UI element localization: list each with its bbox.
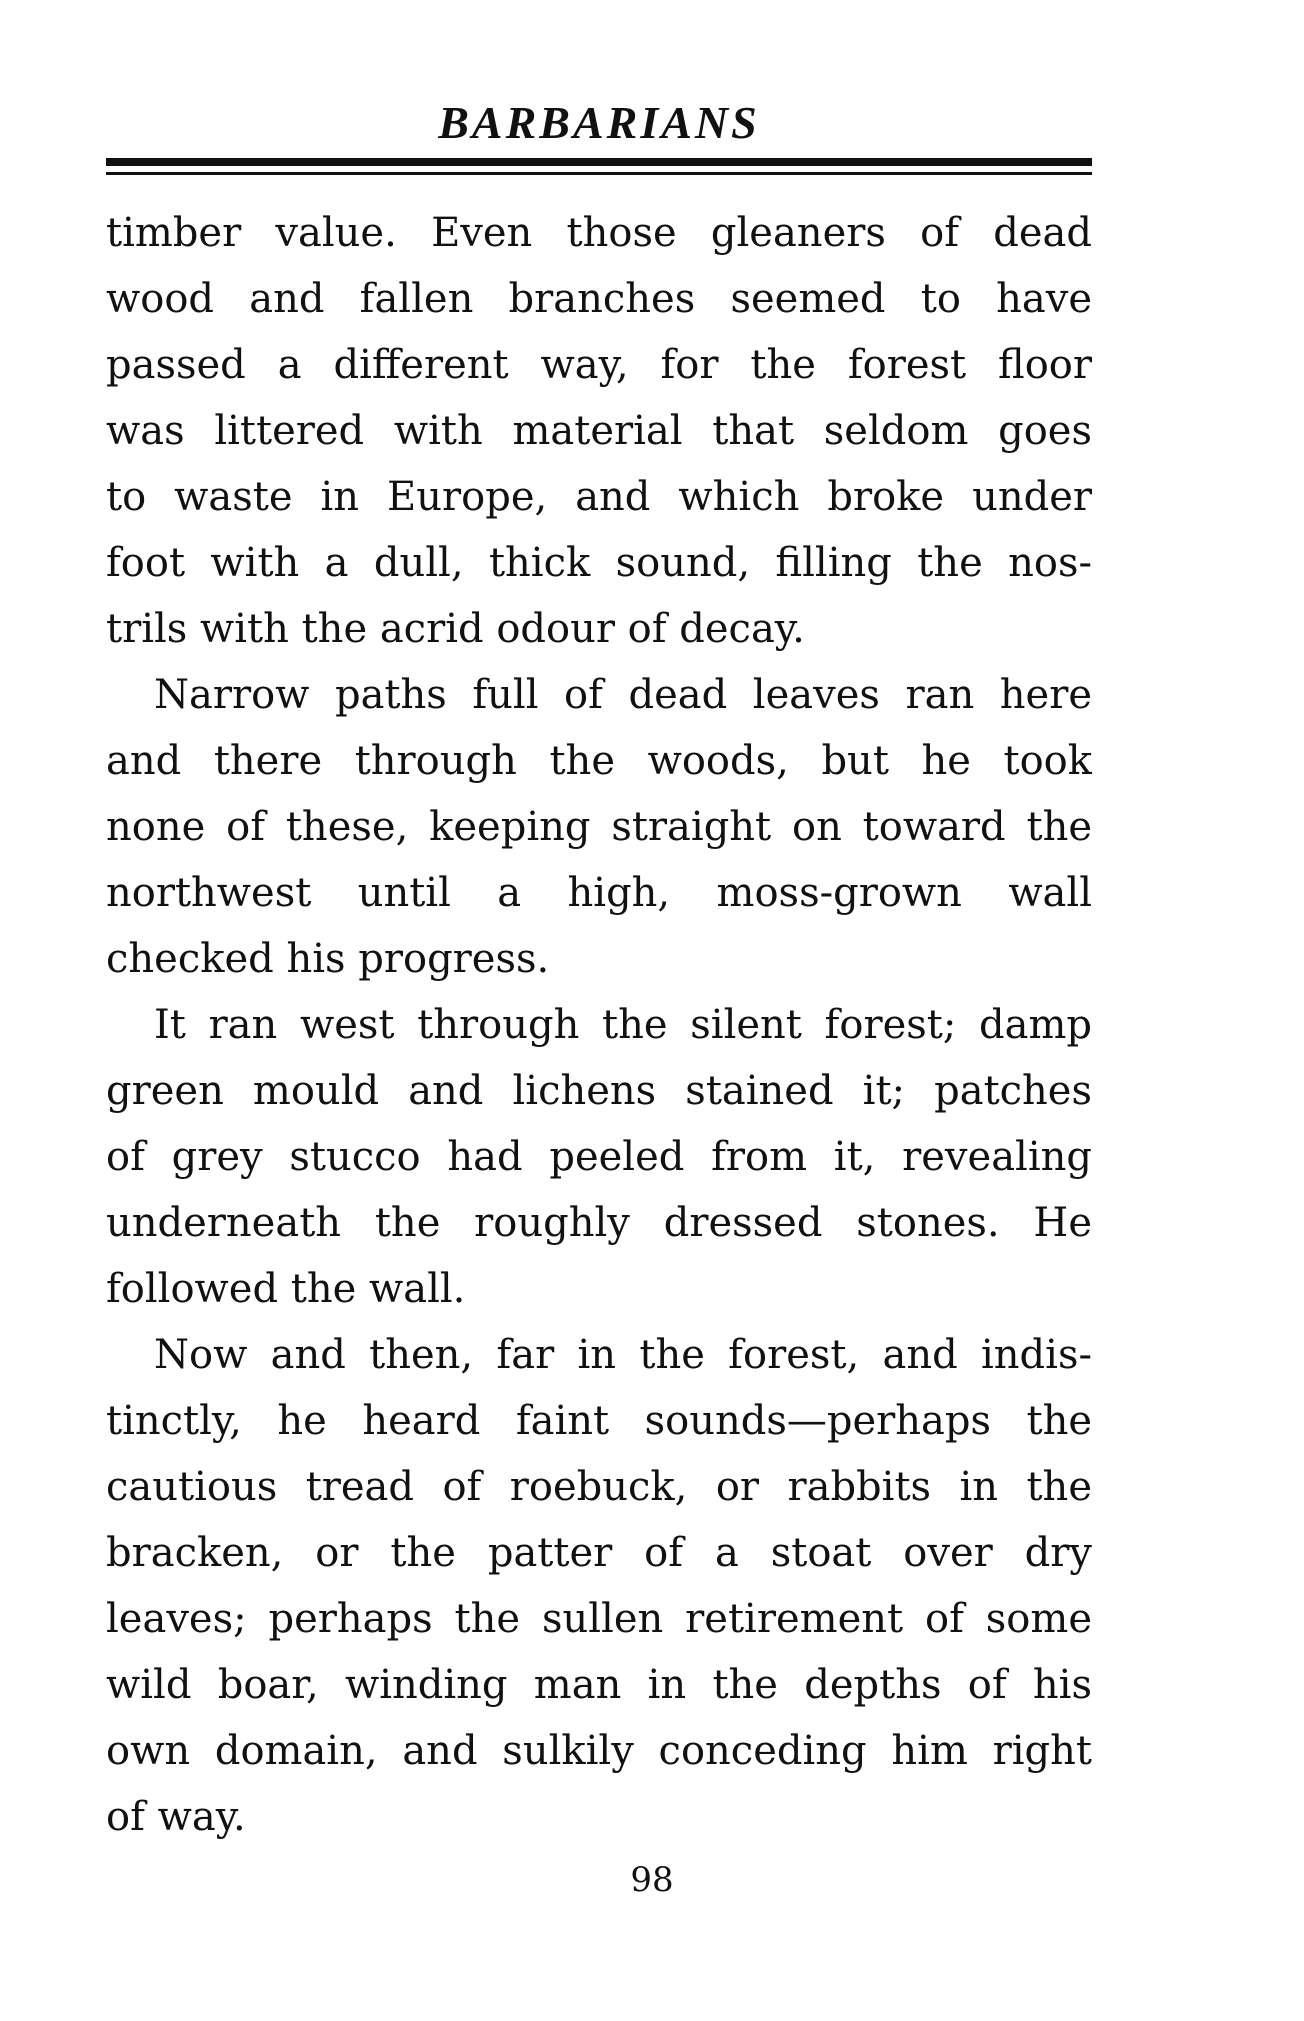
text-line: leaves; perhaps the sullen retirement of some [106, 1596, 1092, 1642]
running-title: BARBARIANS [438, 97, 760, 148]
text-line: bracken, or the patter of a stoat over dry [106, 1530, 1092, 1576]
page-number: 98 [630, 1860, 674, 1900]
paragraph [106, 662, 1092, 992]
text-line: checked his progress. [106, 936, 550, 982]
paragraph [106, 1322, 1092, 1850]
text-line: wood and fallen branches seemed to have [106, 276, 1092, 322]
header-rule-thin [106, 172, 1092, 175]
paragraph [106, 200, 1092, 662]
text-line: Now and then, far in the forest, and indis- [154, 1332, 1092, 1378]
text-line: wild boar, winding man in the depths of his [106, 1662, 1092, 1708]
text-line: northwest until a high, moss-grown wall [106, 870, 1092, 916]
paragraph [106, 992, 1092, 1322]
text-line: followed the wall. [106, 1266, 466, 1312]
text-line: Narrow paths full of dead leaves ran here [154, 672, 1092, 718]
text-line: to waste in Europe, and which broke under [106, 474, 1092, 520]
text-line: own domain, and sulkily conceding him right [106, 1728, 1092, 1774]
text-line: of way. [106, 1794, 246, 1840]
text-line: passed a different way, for the forest floor [106, 342, 1092, 388]
text-line: of grey stucco had peeled from it, revealing [106, 1134, 1092, 1180]
header-rule-thick [106, 158, 1092, 166]
text-line: was littered with material that seldom goes [106, 408, 1092, 454]
text-line: foot with a dull, thick sound, filling the nos- [106, 540, 1092, 586]
text-line: underneath the roughly dressed stones. He [106, 1200, 1092, 1246]
text-line: green mould and lichens stained it; patches [106, 1068, 1092, 1114]
text-line: timber value. Even those gleaners of dead [106, 210, 1092, 256]
text-line: It ran west through the silent forest; damp [154, 1002, 1092, 1048]
text-line: trils with the acrid odour of decay. [106, 606, 805, 652]
text-line: none of these, keeping straight on toward the [106, 804, 1092, 850]
text-line: cautious tread of roebuck, or rabbits in the [106, 1464, 1092, 1510]
body-text [106, 200, 1092, 1850]
text-line: and there through the woods, but he took [106, 738, 1092, 784]
text-line: tinctly, he heard faint sounds—perhaps the [106, 1398, 1092, 1444]
